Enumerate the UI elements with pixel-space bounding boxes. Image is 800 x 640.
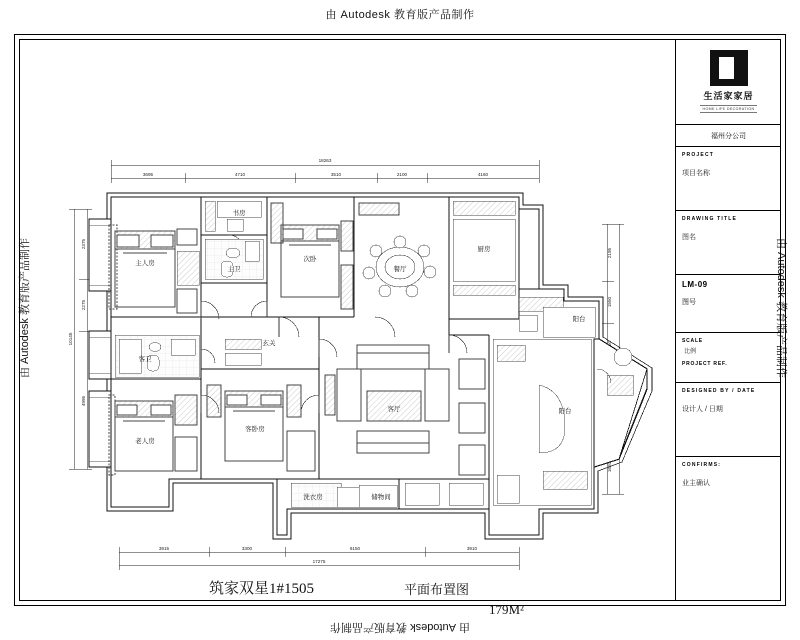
scale-field [676, 333, 781, 383]
drawing-code-field [676, 275, 781, 333]
drawing-name-caption: 平面布置图 [404, 582, 470, 597]
svg-text:3915: 3915 [158, 546, 170, 551]
svg-text:老人房: 老人房 [135, 438, 155, 445]
watermark-bottom: 由 Autodesk 教育版产品制作 [330, 621, 470, 633]
logo-square-icon [710, 50, 748, 86]
svg-text:客厅: 客厅 [387, 406, 401, 413]
project-value: 项目名称 [682, 170, 710, 177]
svg-text:4160: 4160 [477, 172, 489, 177]
confirms-field [676, 457, 781, 577]
svg-text:客卧房: 客卧房 [245, 426, 265, 433]
svg-text:10145: 10145 [68, 332, 73, 346]
svg-text:主卫: 主卫 [227, 266, 241, 273]
drawing-title-value: 图名 [682, 234, 696, 241]
svg-text:2100: 2100 [396, 172, 408, 177]
watermark-top: 由 Autodesk 教育版产品制作 [325, 9, 475, 21]
project-field [676, 147, 781, 211]
drawing-title-field [676, 211, 781, 275]
svg-text:3910: 3910 [466, 546, 478, 551]
company-tagline: HOME LIFE DECORATION [702, 107, 755, 111]
project-ref-label: PROJECT REF. [682, 361, 728, 367]
svg-text:2195: 2195 [607, 247, 612, 259]
svg-text:2275: 2275 [81, 299, 86, 311]
svg-text:餐厅: 餐厅 [393, 266, 407, 273]
svg-text:3695: 3695 [142, 172, 154, 177]
watermark-right: 由 Autodesk 教育版产品制作 [775, 238, 787, 378]
svg-text:厨房: 厨房 [477, 246, 491, 253]
drawing-title-label: DRAWING TITLE [682, 216, 738, 222]
drawing-frame [14, 34, 786, 617]
svg-text:1620: 1620 [607, 461, 612, 473]
title-block [675, 39, 781, 601]
watermark-left: 由 Autodesk 教育版产品制作 [19, 238, 31, 378]
svg-text:4710: 4710 [234, 172, 246, 177]
company-name: 生活家家居 [703, 91, 754, 101]
svg-text:6150: 6150 [349, 546, 361, 551]
svg-text:阳台: 阳台 [572, 316, 586, 323]
company-logo [676, 39, 781, 125]
svg-text:客卫: 客卫 [138, 356, 152, 363]
svg-text:储物间: 储物间 [371, 494, 391, 501]
svg-text:3300: 3300 [241, 546, 253, 551]
floor-plan [19, 39, 675, 617]
svg-text:4995: 4995 [81, 395, 86, 407]
area-caption: 179M² [489, 602, 524, 617]
designed-by-label: DESIGNED BY / DATE [682, 388, 756, 394]
designed-by-value: 设计人 / 日期 [682, 406, 723, 413]
svg-text:洗衣房: 洗衣房 [303, 494, 323, 501]
svg-text:玄关: 玄关 [262, 340, 276, 347]
drawing-code-label: 图号 [682, 299, 696, 306]
svg-text:3510: 3510 [330, 172, 342, 177]
svg-text:阳台: 阳台 [558, 408, 572, 415]
confirms-value: 业主确认 [682, 480, 710, 487]
svg-text:书房: 书房 [232, 210, 246, 217]
confirms-label: CONFIRMS: [682, 462, 722, 468]
scale-value: 比例 [684, 349, 697, 355]
svg-text:17275: 17275 [312, 559, 326, 564]
svg-text:次卧: 次卧 [303, 256, 317, 263]
svg-text:18263: 18263 [318, 158, 332, 163]
scale-label: SCALE [682, 338, 703, 344]
designed-by-field [676, 383, 781, 457]
drawing-code: LM-09 [682, 280, 708, 289]
project-name-caption: 筑家双星1#1505 [209, 581, 315, 597]
svg-text:1550: 1550 [607, 296, 612, 308]
svg-text:2375: 2375 [81, 238, 86, 250]
branch-name: 福州分公司 [676, 125, 781, 147]
svg-text:主人房: 主人房 [135, 260, 155, 267]
project-label: PROJECT [682, 152, 715, 158]
